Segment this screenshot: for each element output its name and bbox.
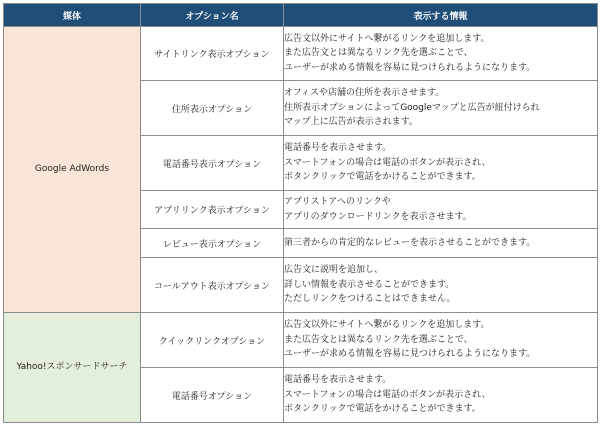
info-line: 第三者からの肯定的なレビューを表示させることができます。 xyxy=(284,237,536,248)
option-info xyxy=(284,81,598,136)
info-line: 広告文以外にサイトへ繋がるリンクを追加します。 xyxy=(284,33,490,44)
option-name: レビュー表示オプション xyxy=(141,229,284,258)
media-google-adwords: Google AdWords xyxy=(4,27,141,313)
header-display-info: 表示する情報 xyxy=(284,4,598,27)
option-name: 電話番号オプション xyxy=(141,368,284,423)
info-line: 電話番号を表示させます。 xyxy=(284,143,392,154)
info-line: 広告文以外にサイトへ繋がるリンクを追加します。 xyxy=(284,320,490,331)
info-line: ユーザーが求める情報を容易に見つけられるようになります。 xyxy=(284,62,536,73)
option-name: 電話番号表示オプション xyxy=(141,136,284,191)
option-info xyxy=(284,191,598,229)
info-line: ボタンクリックで電話をかけることができます。 xyxy=(284,404,481,415)
option-info xyxy=(284,27,598,81)
info-line: また広告文とは異なるリンク先を選ぶことで、 xyxy=(284,48,473,59)
info-line: 詳しい情報を表示させることができます。 xyxy=(284,279,455,290)
info-line: ユーザーが求める情報を容易に見つけられるようになります。 xyxy=(284,349,536,360)
option-name: サイトリンク表示オプション xyxy=(141,27,284,81)
info-line: スマートフォンの場合は電話のボタンが表示され、 xyxy=(284,389,491,400)
option-info xyxy=(284,258,598,313)
info-line: 電話番号を表示させます。 xyxy=(284,375,392,386)
option-name: コールアウト表示オプション xyxy=(141,258,284,313)
option-info xyxy=(284,229,598,258)
table-row xyxy=(4,27,598,81)
info-line: マップ上に広告が表示されます。 xyxy=(284,117,418,128)
header-media: 媒体 xyxy=(4,4,141,27)
info-line: スマートフォンの場合は電話のボタンが表示され、 xyxy=(284,157,491,168)
option-info xyxy=(284,368,598,423)
option-name: クイックリンクオプション xyxy=(141,313,284,368)
info-line: ただしリンクをつけることはできません。 xyxy=(284,294,456,305)
media-yahoo-sponsored-search: Yahoo!スポンサードサーチ xyxy=(4,313,141,423)
table-row xyxy=(4,313,598,368)
info-line: ボタンクリックで電話をかけることができます。 xyxy=(284,172,481,183)
header-option-name: オプション名 xyxy=(141,4,284,27)
option-name: アプリリンク表示オプション xyxy=(141,191,284,229)
info-line: また広告文とは異なるリンク先を選ぶことで、 xyxy=(284,334,473,345)
option-name: 住所表示オプション xyxy=(141,81,284,136)
header-row xyxy=(4,4,598,27)
info-line: アプリストアへのリンクや xyxy=(284,196,391,207)
info-line: アプリのダウンロードリンクを表示させます。 xyxy=(284,211,472,222)
ad-extensions-table xyxy=(3,3,598,423)
info-line: 住所表示オプションによってGoogleマップと広告が紐付けられ xyxy=(284,102,540,113)
option-info xyxy=(284,136,598,191)
info-line: 広告文に説明を追加し、 xyxy=(284,265,384,276)
info-line: オフィスや店舗の住所を表示させます。 xyxy=(284,88,445,99)
option-info xyxy=(284,313,598,368)
